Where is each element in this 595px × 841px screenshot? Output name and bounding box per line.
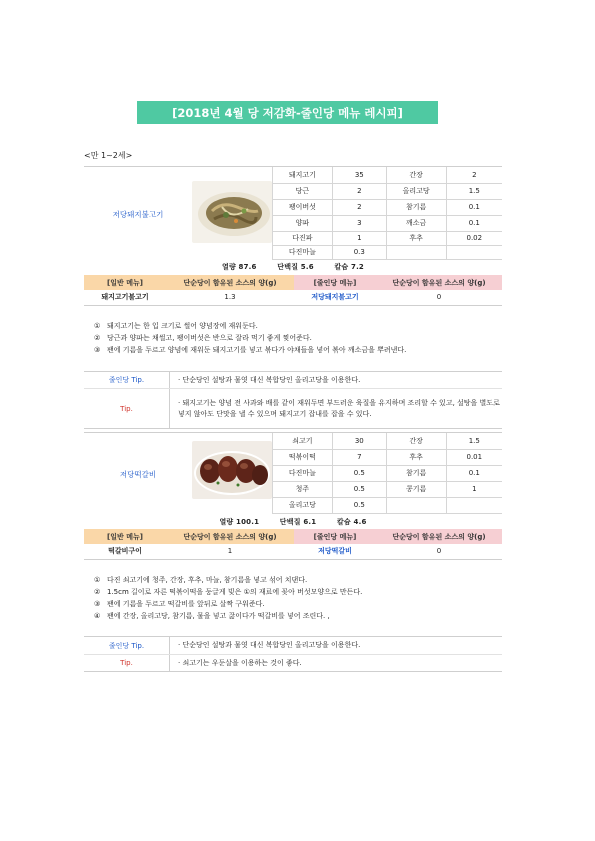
ingredient-name: 다진파 [273, 231, 333, 245]
ingredient-name: 팽이버섯 [273, 199, 333, 215]
ingredient-name: 참기름 [386, 465, 446, 481]
reduced-sugar-tip-row [84, 372, 502, 388]
recipe-steps [94, 574, 502, 622]
ingredient-name: 후추 [386, 449, 446, 465]
step-number: ② [94, 334, 101, 342]
ingredient-amount: 0.5 [332, 481, 386, 497]
ingredient-name: 올리고당 [273, 497, 333, 513]
general-menu-header: [일반 메뉴] [84, 529, 166, 544]
ingredient-amount: 7 [332, 449, 386, 465]
ingredient-name: 참기름 [386, 199, 446, 215]
ingredient-amount: 35 [332, 167, 386, 183]
general-sugar-header: 단순당이 함유된 소스의 양(g) [166, 529, 294, 544]
dish-photo [192, 181, 272, 243]
ingredient-name: 쇠고기 [273, 433, 333, 449]
ingredient-amount: 2 [332, 183, 386, 199]
ingredient-name: 청주 [273, 481, 333, 497]
recipe-steps [94, 320, 502, 356]
ingredient-amount: 0.5 [332, 497, 386, 513]
ingredient-name: 다진마늘 [273, 465, 333, 481]
ingredient-row [273, 433, 503, 449]
protein-value: 단백질 6.1 [279, 518, 317, 526]
ingredient-name: 간장 [386, 433, 446, 449]
step-number: ① [94, 322, 101, 330]
ingredient-row [273, 167, 503, 183]
reduced-sugar-tip-text: · 단순당인 설탕과 물엿 대신 복합당인 올리고당을 이용한다. [178, 641, 361, 649]
comparison-value-row [84, 290, 502, 305]
step-text: 다진 쇠고기에 청주, 간장, 후추, 마늘, 참기름을 넣고 섞어 치댄다. [107, 576, 308, 584]
nutrition-summary [84, 517, 502, 527]
ingredient-amount: 1 [446, 481, 502, 497]
reduced-menu-header: [줄인당 메뉴] [294, 275, 376, 290]
ingredient-table [272, 433, 502, 514]
ingredient-row [273, 215, 503, 231]
ingredient-name: 돼지고기 [273, 167, 333, 183]
page-title: [2018년 4월 당 저감화-줄인당 메뉴 레시피] [137, 101, 438, 124]
sugar-comparison-table [84, 529, 502, 560]
cooking-tip-text: · 돼지고기는 양념 전 사과와 배를 같이 재워두면 부드러운 육질을 유지하며 조리할 수 있고, 설탕을 별도로 넣지 않아도 단맛을 낼 수 있으며 돼지고기 잡내를 잡을 수 있다. [178, 398, 500, 418]
cooking-tip-label: Tip. [84, 655, 170, 671]
reduced-menu-name: 저당떡갈비 [294, 544, 376, 559]
general-sugar-header: 단순당이 함유된 소스의 양(g) [166, 275, 294, 290]
ingredient-amount: 30 [332, 433, 386, 449]
recipe-step [94, 320, 502, 332]
reduced-sugar-amount: 0 [376, 544, 502, 559]
ingredient-amount: 0.01 [446, 449, 502, 465]
ingredient-amount: 1 [332, 231, 386, 245]
ingredient-amount: 2 [332, 199, 386, 215]
reduced-menu-name: 저당돼지불고기 [294, 290, 376, 305]
ingredient-amount: 0.3 [332, 245, 386, 259]
general-sugar-amount: 1 [166, 544, 294, 559]
step-text: 팬에 기름을 두르고 떡갈비를 앞뒤로 살짝 구워준다. [107, 600, 265, 608]
step-number: ④ [94, 612, 101, 620]
ingredient-name: 올리고당 [386, 183, 446, 199]
recipe-section [84, 166, 502, 418]
sugar-comparison-table [84, 275, 502, 306]
cooking-tip-text: · 쇠고기는 우둔살을 이용하는 것이 좋다. [178, 658, 302, 667]
ingredient-name: 깨소금 [386, 215, 446, 231]
ingredient-row [273, 449, 503, 465]
ingredient-block [84, 166, 502, 258]
ingredient-amount: 0.1 [446, 199, 502, 215]
ingredient-amount: 0.1 [446, 215, 502, 231]
ingredient-amount [446, 497, 502, 513]
ingredient-row [273, 481, 503, 497]
ingredient-row [273, 465, 503, 481]
reduced-sugar-tip-label: 줄인당 Tip. [84, 372, 170, 388]
ingredient-amount: 0.02 [446, 231, 502, 245]
ingredient-row [273, 183, 503, 199]
reduced-sugar-header: 단순당이 함유된 소스의 양(g) [376, 529, 502, 544]
reduced-sugar-tip-text: · 단순당인 설탕과 물엿 대신 복합당인 올리고당을 이용한다. [178, 375, 361, 384]
step-text: 1.5cm 길이로 자른 떡볶이떡을 둥글게 빚은 ①의 재료에 꽂아 버섯모양으로 만든다. [107, 588, 363, 596]
calcium-value: 칼슘 7.2 [334, 263, 364, 271]
nutrition-summary [84, 262, 502, 272]
ingredient-name: 다진마늘 [273, 245, 333, 259]
recipe-section [84, 432, 502, 667]
general-sugar-amount: 1.3 [166, 290, 294, 305]
dish-name: 저당돼지불고기 [112, 210, 164, 219]
ingredient-amount: 2 [446, 167, 502, 183]
ingredient-name: 간장 [386, 167, 446, 183]
general-menu-name: 떡갈비구이 [84, 544, 166, 559]
protein-value: 단백질 5.6 [277, 263, 314, 271]
ingredient-amount [446, 245, 502, 259]
reduced-sugar-tip-row [84, 637, 502, 654]
reduced-sugar-tip-label: 줄인당 Tip. [84, 637, 170, 654]
reduced-sugar-header: 단순당이 함유된 소스의 양(g) [376, 275, 502, 290]
dish-photo [192, 441, 272, 499]
step-text: 팬에 기름을 두르고 양념에 재워둔 돼지고기를 넣고 볶다가 야채들을 넣어 볶아 깨소금을 뿌려낸다. [107, 346, 407, 354]
calories-value: 열량 87.6 [221, 263, 257, 271]
ingredient-amount: 3 [332, 215, 386, 231]
ingredient-table [272, 167, 502, 260]
general-menu-header: [일반 메뉴] [84, 275, 166, 290]
step-number: ② [94, 588, 101, 596]
calcium-value: 칼슘 4.6 [336, 518, 367, 526]
general-menu-name: 돼지고기불고기 [84, 290, 166, 305]
recipe-step [94, 610, 502, 622]
cooking-tip-label: Tip. [84, 389, 170, 428]
reduced-sugar-amount: 0 [376, 290, 502, 305]
recipe-step [94, 332, 502, 344]
dish-name: 저당떡갈비 [119, 470, 157, 479]
recipe-step [94, 344, 502, 356]
ingredient-amount: 0.5 [332, 465, 386, 481]
step-text: 돼지고기는 한 입 크기로 썰어 양념장에 재워둔다. [107, 322, 258, 330]
comparison-header-row [84, 529, 502, 544]
ingredient-row [273, 231, 503, 245]
cooking-tip-row [84, 654, 502, 671]
ingredient-block [84, 432, 502, 514]
step-number: ③ [94, 346, 101, 354]
comparison-value-row [84, 544, 502, 559]
ingredient-name: 당근 [273, 183, 333, 199]
reduced-menu-header: [줄인당 메뉴] [294, 529, 376, 544]
ingredient-amount: 1.5 [446, 433, 502, 449]
ingredient-amount: 0.1 [446, 465, 502, 481]
recipe-step [94, 574, 502, 586]
step-number: ③ [94, 600, 101, 608]
ingredient-row [273, 245, 503, 259]
ingredient-name [386, 497, 446, 513]
ingredient-name: 콩기름 [386, 481, 446, 497]
ingredient-name: 떡볶이떡 [273, 449, 333, 465]
comparison-header-row [84, 275, 502, 290]
ingredient-row [273, 497, 503, 513]
step-text: 당근과 양파는 채썰고, 팽이버섯은 반으로 잘라 먹기 좋게 찢어준다. [107, 334, 312, 342]
tips-box [84, 636, 502, 672]
recipe-step [94, 586, 502, 598]
step-text: 팬에 간장, 올리고당, 참기름, 물을 넣고 끓이다가 떡갈비를 넣어 조린다. , [107, 612, 330, 620]
ingredient-row [273, 199, 503, 215]
calories-value: 열량 100.1 [219, 518, 260, 526]
ingredient-amount: 1.5 [446, 183, 502, 199]
step-number: ① [94, 576, 101, 584]
cooking-tip-row [84, 388, 502, 428]
age-group-label: <만 1~2세> [84, 151, 133, 160]
ingredient-name: 양파 [273, 215, 333, 231]
recipe-step [94, 598, 502, 610]
ingredient-name [386, 245, 446, 259]
tips-box [84, 371, 502, 429]
ingredient-name: 후추 [386, 231, 446, 245]
